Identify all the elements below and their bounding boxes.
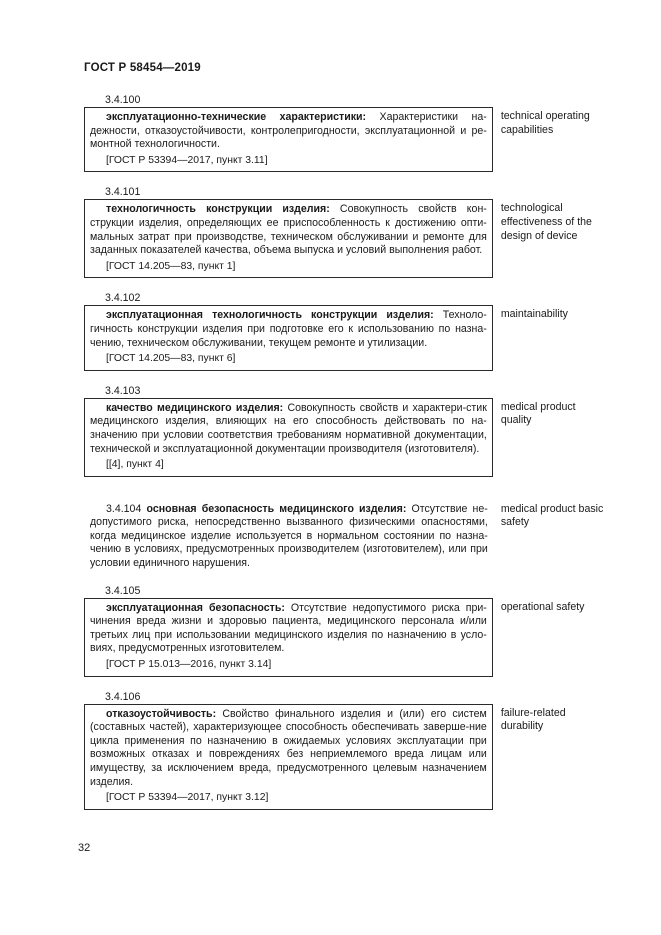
entry-number: 3.4.100 — [105, 94, 141, 106]
source-reference: [ГОСТ Р 15.013—2016, пункт 3.14] — [106, 659, 272, 671]
definition-block — [84, 503, 493, 571]
entry-number: 3.4.104 — [106, 502, 142, 515]
term-name: качество медицинского изделия: — [106, 401, 284, 414]
english-term: medical product basic safety — [500, 502, 604, 529]
term-entry-3-4-106 — [84, 691, 604, 810]
entry-number: 3.4.103 — [105, 384, 141, 397]
term-entry-3-4-105 — [84, 585, 604, 677]
definition-box — [84, 398, 493, 477]
definition-box — [84, 107, 493, 172]
definition: Отсутствие не-допустимого риска, непосредственно вызванного физическими опасностями, когда медицинское изделие используется в нормальном состоянии по назна-чению в условиях, предусмотренных производителем (изготовителем), или при условии единичного нарушения. — [90, 502, 488, 570]
term-name: основная безопасность медицинского изделия: — [146, 502, 407, 515]
page-number: 32 — [78, 842, 91, 854]
english-term: medical product quality — [500, 400, 576, 427]
definition-box — [84, 598, 493, 677]
term-entry-3-4-100 — [84, 94, 604, 172]
definition-text — [90, 111, 487, 152]
term-name: эксплуатационная безопасность: — [106, 601, 285, 614]
entry-number: 3.4.106 — [105, 690, 141, 703]
definition-text — [90, 203, 487, 257]
source-reference: [ГОСТ Р 53394—2017, пункт 3.12] — [106, 792, 269, 804]
term-name: технологичность конструкции изделия: — [106, 203, 330, 216]
definition-box — [84, 704, 493, 810]
term-entry-3-4-102 — [84, 292, 604, 370]
definition-text — [90, 503, 488, 571]
definition-text — [90, 309, 487, 350]
entry-number: 3.4.102 — [105, 292, 141, 305]
term-entry-3-4-103 — [84, 385, 604, 477]
entry-number: 3.4.101 — [105, 186, 141, 199]
definition: Совокупность свойств кон-струкции изделия, определяющих ее приспособленность к достижению опти-мальных затрат при производстве, техническом обслуживании и ремонте для заданных показателей качества, объема выпуска и условий выполнения работ. — [90, 203, 487, 257]
definition-box — [84, 199, 493, 278]
english-term: technical operating capabilities — [500, 110, 590, 136]
source-reference: [ГОСТ Р 53394—2017, пункт 3.11] — [106, 154, 268, 166]
definition-text — [90, 602, 487, 656]
english-term: operational safety — [500, 600, 585, 613]
definition: Совокупность свойств и характери-стик медицинского изделия, влияющих на его способность действовать по на-значению при условии соответствия требованиям нормативной документации, технической и эксплуатационной документации производителя (изготовителя). — [90, 401, 487, 455]
term-name: эксплуатационная технологичность конструкции изделия: — [106, 309, 434, 322]
english-term: failure-related durability — [500, 706, 566, 733]
definition: Техноло-гичность конструкции изделия при подготовке его к использованию по назна-чению, техническом обслуживании, текущем ремонте и утилизации. — [90, 309, 487, 349]
terms-list — [84, 94, 604, 810]
source-reference: [ГОСТ 14.205—83, пункт 1] — [106, 260, 236, 272]
definition: Свойство финального изделия и (или) его систем (составных частей), характеризующее способность обеспечивать заверше-ние цикла применения по назначению в ожидаемых условиях эксплуатации при возможных отказах и повреждениях без неприемлемого вреда лицам или имуществу, за исключением вреда, предусмотренного целевым назначением изделия. — [90, 707, 487, 788]
term-name: отказоустойчивость: — [106, 707, 217, 720]
definition-text — [90, 708, 487, 790]
definition-box — [84, 305, 493, 370]
document-header: ГОСТ Р 58454—2019 — [84, 62, 201, 74]
term-entry-3-4-101 — [84, 186, 604, 278]
english-term: maintainability — [500, 308, 568, 321]
entry-number: 3.4.105 — [105, 584, 141, 597]
definition-text — [90, 402, 487, 456]
term-entry-3-4-104 — [84, 503, 604, 571]
definition: Отсутствие недопустимого риска при-чинения вреда жизни и здоровью пациента, медицинского персонала и/или третьих лиц при использовании медицинского изделия по назначению в усло-виях, предусмотренных изготовителем. — [90, 601, 487, 655]
term-name: эксплуатационно-технические характеристики: — [106, 111, 367, 123]
definition: Характеристики на-дежности, отказоустойчивости, контролепригодности, эксплуатационной и ре-монтной технологичности. — [90, 111, 487, 151]
source-reference: [[4], пункт 4] — [106, 459, 164, 471]
english-term: technological effectiveness of the design of device — [500, 202, 592, 242]
source-reference: [ГОСТ 14.205—83, пункт 6] — [106, 353, 236, 365]
